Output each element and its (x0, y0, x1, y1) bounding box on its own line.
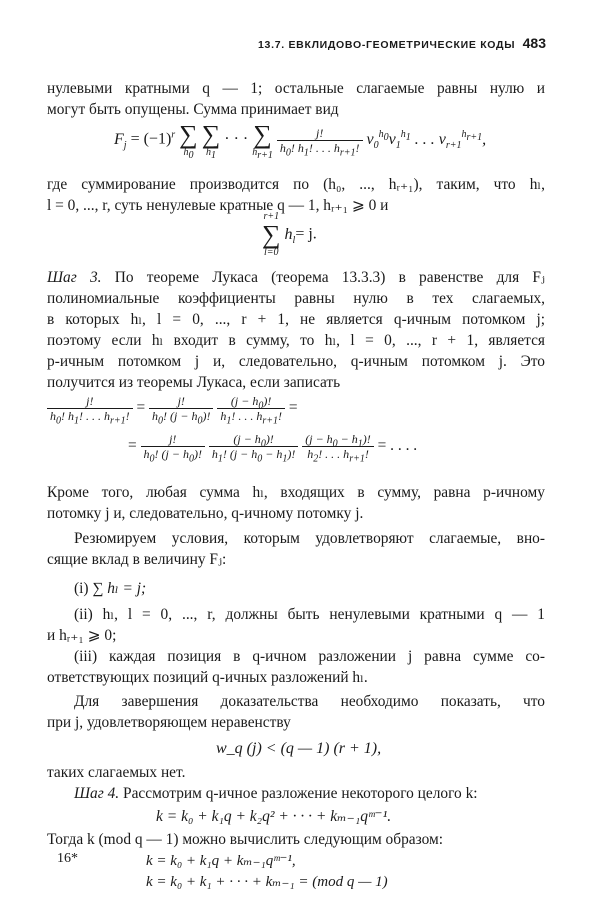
formula-k-a: k = k₀ + k₁q + kₘ₋₁qᵐ⁻¹, (146, 853, 296, 869)
step-label: Шаг 4. (74, 785, 120, 802)
text-line: нулевыми кратными q — 1; остальные слагаемые равны нулю и (47, 80, 545, 97)
signature-mark: 16* (57, 851, 78, 866)
text-line: p-ичным потомком j и, следовательно, q-ичным потомком j. Это (47, 353, 545, 370)
formula-sum-hl: r+1 ∑ l=0 $h_l= j$. (262, 211, 317, 258)
formula-k-b: k = k₀ + k₁ + · · · + kₘ₋₁ = (mod q — 1) (146, 874, 388, 890)
condition-iii: (iii) каждая позиция в q-ичном разложении j равна сумме со- (74, 648, 545, 665)
formula-lucas-row2: = $\frac{j!}{h_0! (j - h_0)!}$ $\frac{(j - h_0)!}{h_1! (j - h_0 - h_1)!}$ $\frac{(j - h_0 - h_1)!}{h_2! . . . h_{r+1}!}$ = . . . . (128, 432, 418, 465)
text-line: Для завершения доказательства необходимо показать, что (74, 693, 545, 710)
text-line: Шаг 3. По теореме Лукаса (теорема 13.3.3) в равенстве для Fⱼ (47, 269, 546, 286)
text-line: где суммирование производится по (h₀, ..., hᵣ₊₁), таким, что hₗ, (47, 176, 545, 193)
text-line: Резюмируем условия, которым удовлетворяют слагаемые, вно- (74, 530, 545, 547)
text-line: получится из теоремы Лукаса, если записать (47, 374, 341, 391)
condition-ii-cont: и hᵣ₊₁ ⩾ 0; (47, 627, 117, 644)
formula-k-expansion: k = k₀ + k₁q + k₂q² + · · · + kₘ₋₁qᵐ⁻¹. (156, 808, 392, 825)
text-line: Тогда k (mod q — 1) можно вычислить следующим образом: (47, 831, 444, 848)
text-line: Кроме того, любая сумма hₗ, входящих в сумму, равна p-ичному (47, 484, 545, 501)
text-line: поэтому если hₗ входит в сумму, то hₗ, l = 0, ..., r + 1, является (47, 332, 545, 349)
formula-inequality: w_q (j) < (q — 1) (r + 1), (216, 740, 382, 757)
text-line: потомку j и, следовательно, q-ичному потомку j. (47, 505, 364, 522)
text-line: в которых hₗ, l = 0, ..., r + 1, не является q-ичным потомком j; (47, 311, 545, 328)
text-line: при j, удовлетворяющем неравенству (47, 714, 291, 731)
condition-iii-cont: ответствующих позиций q-ичных разложений hₗ. (47, 669, 368, 686)
text-line: полиномиальные коэффициенты равны нулю в тех слагаемых, (47, 290, 545, 307)
formula-fj-sum: $F_j = (-1)^r$ ∑ $h_0$ ∑ $h_1$ · · · ∑ $h_{r+1}$ $\frac{j!}{h_0! h_1! . . . h_{r+1}!}$ $v_0^{h_0}v_1^{h_1}$ . . . $v_{r+1}^{h_{r+1}}$, (114, 120, 487, 161)
page-number: 483 (522, 35, 546, 51)
text-line: таких слагаемых нет. (47, 764, 186, 781)
condition-ii: (ii) hₗ, l = 0, ..., r, должны быть ненулевыми кратными q — 1 (74, 606, 545, 623)
step-label: Шаг 3. (47, 269, 102, 286)
formula-lucas-row1: $\frac{j!}{h_0! h_1! . . . h_{r+1}!}$ = $\frac{j!}{h_0! (j - h_0)!}$ $\frac{(j - h_0)!}{h_1! . . . h_{r+1}!}$ = (47, 394, 298, 423)
text-line: могут быть опущены. Сумма принимает вид (47, 101, 339, 118)
condition-i: (i) ∑ hₗ = j; (74, 580, 147, 597)
text-line: сящие вклад в величину Fⱼ: (47, 551, 227, 568)
running-header (258, 33, 546, 56)
text-line: Шаг 4. Рассмотрим q-ичное разложение некоторого целого k: (74, 785, 478, 802)
section-title: 13.7. ЕВКЛИДОВО-ГЕОМЕТРИЧЕСКИЕ КОДЫ (258, 39, 516, 51)
text-line: l = 0, ..., r, суть ненулевые кратные q — 1, hᵣ₊₁ ⩾ 0 и (47, 197, 389, 214)
